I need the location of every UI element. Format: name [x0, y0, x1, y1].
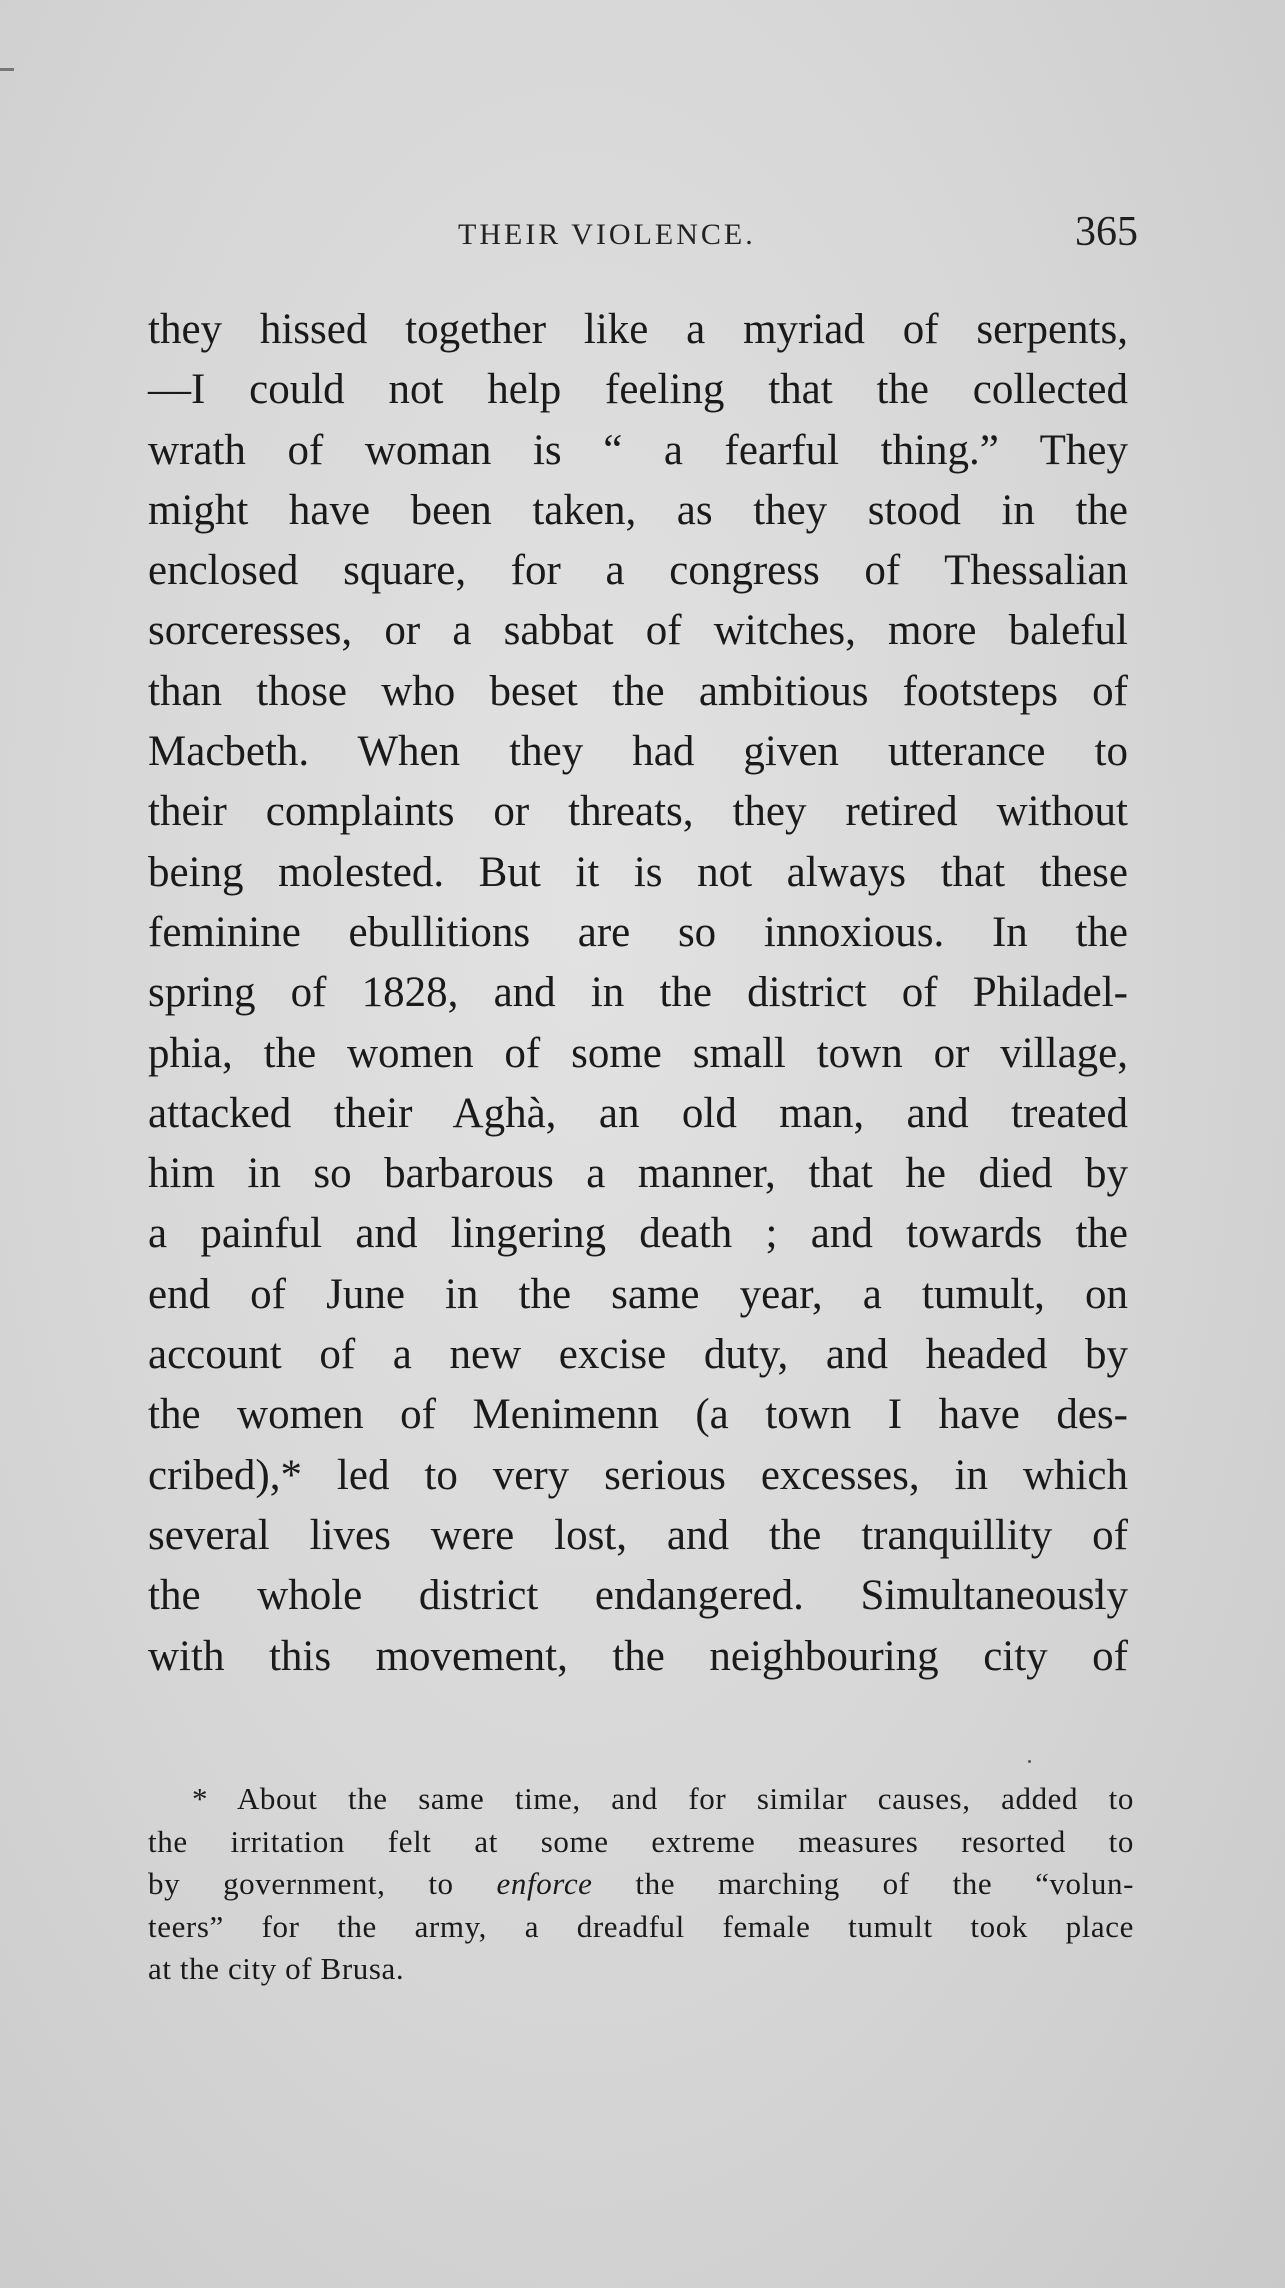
text-line: sorceresses, or a sabbat of witches, more baleful — [148, 607, 1128, 655]
footnote-text: the marching of the “volun- — [592, 1866, 1134, 1901]
footnote-line: * About the same time, and for similar causes, added to — [192, 1781, 1134, 1816]
text-line: with this movement, the neighbouring city of — [148, 1632, 1128, 1680]
text-line: attacked their Aghà, an old man, and treated — [148, 1089, 1128, 1137]
text-line: Macbeth. When they had given utterance to — [148, 728, 1128, 776]
text-line: phia, the women of some small town or village, — [148, 1029, 1128, 1077]
ink-speck — [1028, 1760, 1031, 1763]
body-text — [148, 300, 1128, 1687]
text-line: a painful and lingering death ; and towards the — [148, 1210, 1128, 1258]
text-line: spring of 1828, and in the district of Philadel- — [148, 969, 1128, 1017]
margin-mark — [0, 68, 14, 71]
footnote-line: the irritation felt at some extreme measures resorted to — [148, 1823, 1134, 1859]
footnote-emphasis: enforce — [496, 1866, 593, 1901]
running-head: THEIR VIOLENCE. — [458, 218, 756, 251]
text-line: several lives were lost, and the tranquillity of — [148, 1511, 1128, 1559]
text-line: their complaints or threats, they retired without — [148, 788, 1128, 836]
footnote-text: by government, to — [148, 1866, 497, 1901]
text-line: enclosed square, for a congress of Thessalian — [148, 547, 1128, 595]
text-line: might have been taken, as they stood in the — [148, 486, 1128, 534]
page-header — [148, 208, 1138, 268]
text-line: cribed),* led to very serious excesses, in which — [148, 1451, 1128, 1499]
text-line: end of June in the same year, a tumult, on — [148, 1270, 1128, 1318]
text-line: feminine ebullitions are so innoxious. In the — [148, 908, 1128, 956]
text-line: account of a new excise duty, and headed by — [148, 1331, 1128, 1379]
text-line: than those who beset the ambitious footsteps of — [148, 667, 1128, 715]
text-line: wrath of woman is “ a fearful thing.” They — [148, 426, 1128, 474]
footnote — [148, 1778, 1134, 1991]
page-number: 365 — [1075, 209, 1138, 255]
footnote-line — [148, 1863, 1134, 1906]
text-line: being molested. But it is not always that these — [148, 848, 1128, 896]
footnote-line: teers” for the army, a dreadful female tumult took place — [148, 1908, 1134, 1944]
text-line: they hissed together like a myriad of serpents, — [148, 306, 1128, 353]
text-line: him in so barbarous a manner, that he died by — [148, 1150, 1128, 1198]
text-line: —I could not help feeling that the collected — [148, 366, 1128, 414]
footnote-line: at the city of Brusa. — [148, 1951, 405, 1986]
text-line: the women of Menimenn (a town I have des- — [148, 1391, 1128, 1439]
text-line: the whole district endangered. Simultaneously — [148, 1572, 1128, 1620]
